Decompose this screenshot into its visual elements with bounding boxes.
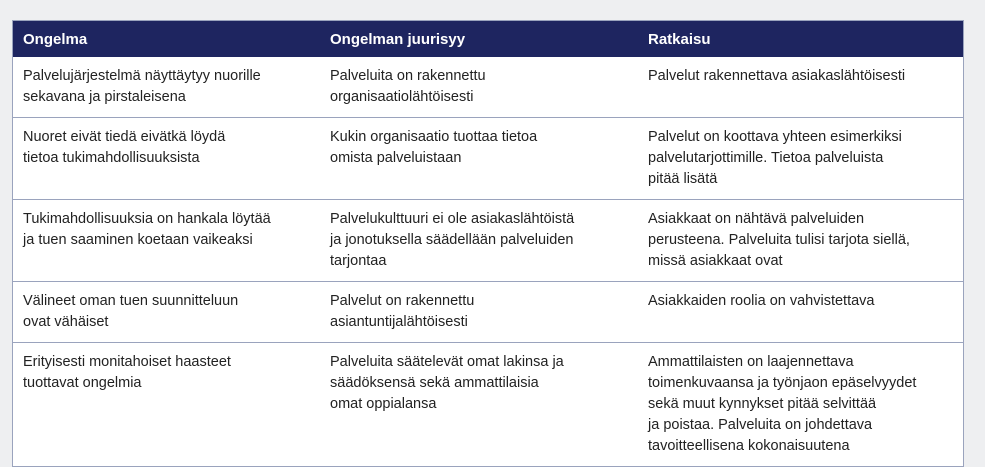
cell-root-cause: Palvelut on rakennettu asiantuntijalähtöisesti xyxy=(320,282,638,343)
cell-root-cause: Palveluita säätelevät omat lakinsa ja säädöksensä sekä ammattilaisia omat oppialansa xyxy=(320,343,638,467)
table-header xyxy=(13,21,963,57)
cell-solution: Asiakkaiden roolia on vahvistettava xyxy=(638,282,963,343)
table-row xyxy=(13,282,963,343)
cell-problem: Nuoret eivät tiedä eivätkä löydä tietoa tukimahdollisuuksista xyxy=(13,118,320,200)
cell-solution: Palvelut rakennettava asiakaslähtöisesti xyxy=(648,68,906,84)
header-row xyxy=(13,21,963,57)
cell-problem: Palvelujärjestelmä näyttäytyy nuorille sekavana ja pirstaleisena xyxy=(23,68,261,105)
cell-root-cause: Kukin organisaatio tuottaa tietoa omista palveluistaan xyxy=(320,118,638,200)
problem-table xyxy=(12,20,964,467)
cell-solution: Palvelut on koottava yhteen esimerkiksi palvelutarjottimille. Tietoa palveluista pitää lisätä xyxy=(638,118,963,200)
table-row xyxy=(13,200,963,282)
cell-solution: Asiakkaat on nähtävä palveluiden perusteena. Palveluita tulisi tarjota siellä, missä asiakkaat ovat xyxy=(638,200,963,282)
cell-solution: Ammattilaisten on laajennettava toimenkuvaansa ja työnjaon epäselvyydet sekä muut kynnykset pitää selvittää ja poistaa. Palveluita on johdettava tavoitteellisena kokonaisuutena xyxy=(638,343,963,467)
table-body xyxy=(13,57,963,466)
cell-problem: Erityisesti monitahoiset haasteet tuottavat ongelmia xyxy=(13,343,320,467)
table-row xyxy=(13,118,963,200)
table xyxy=(13,21,963,466)
cell-root-cause: Palvelukulttuuri ei ole asiakaslähtöistä ja jonotuksella säädellään palveluiden tarjontaa xyxy=(320,200,638,282)
cell-root-cause: Palveluita on rakennettu organisaatiolähtöisesti xyxy=(330,68,486,105)
header-root-cause: Ongelman juurisyy xyxy=(320,21,638,57)
table-row xyxy=(13,57,963,118)
table-row xyxy=(13,343,963,467)
cell-problem: Välineet oman tuen suunnitteluun ovat vähäiset xyxy=(13,282,320,343)
cell-problem: Tukimahdollisuuksia on hankala löytää ja tuen saaminen koetaan vaikeaksi xyxy=(13,200,320,282)
header-problem: Ongelma xyxy=(13,21,320,57)
header-solution: Ratkaisu xyxy=(638,21,963,57)
